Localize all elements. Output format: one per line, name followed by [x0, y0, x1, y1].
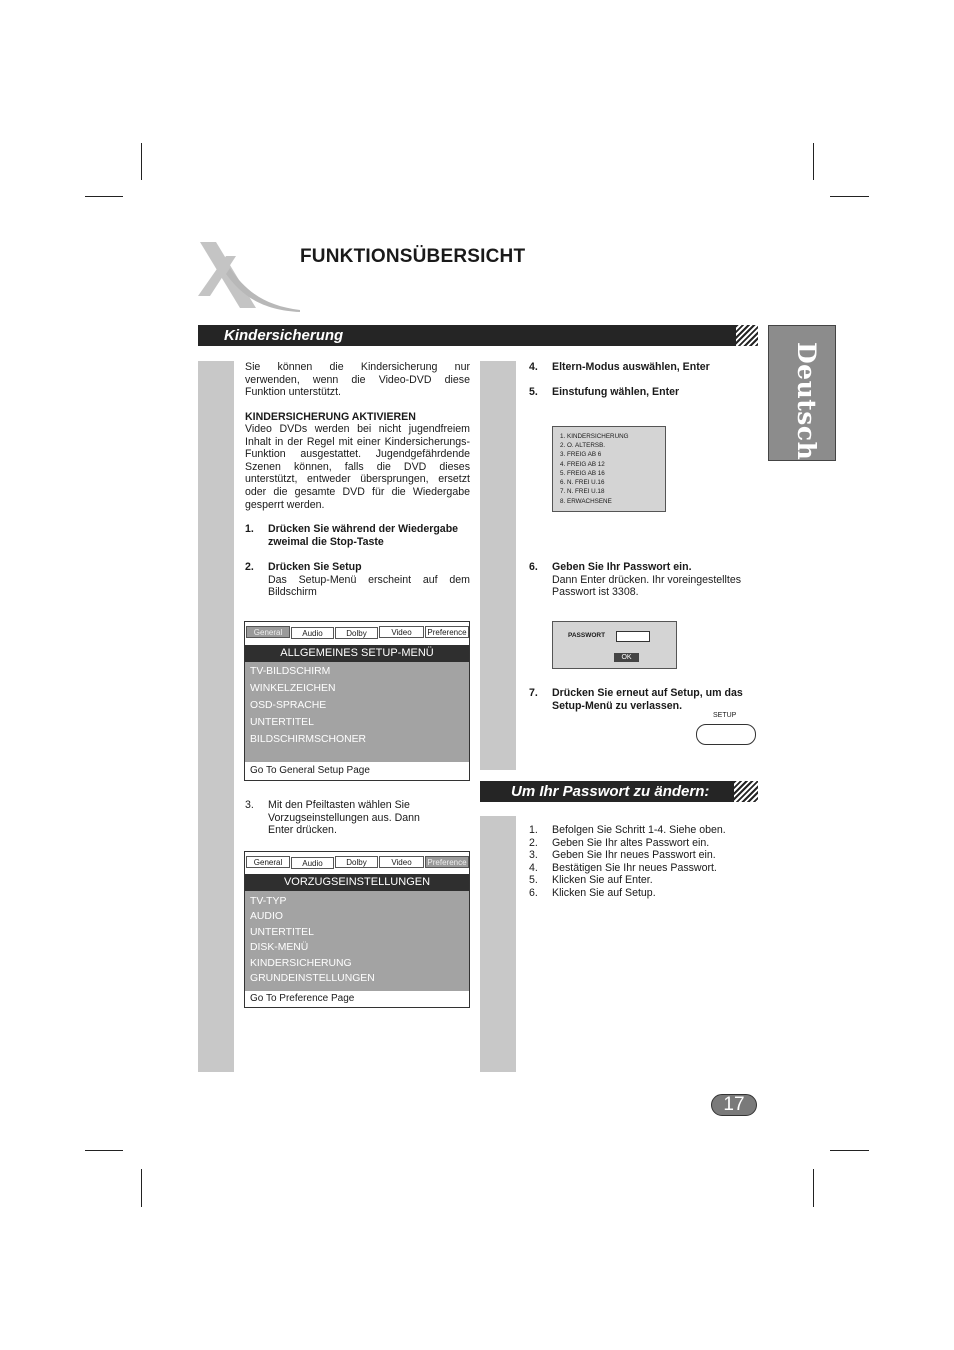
menu-footer: Go To Preference Page — [250, 993, 355, 1004]
step-2: 2. Drücken Sie Setup Das Setup-Menü erscheint auf dem Bildschirm — [245, 561, 470, 599]
step-1: 1. Drücken Sie während der Wiedergabe zweimal die Stop-Taste — [245, 523, 459, 548]
column-bar-left — [198, 361, 234, 1072]
language-tab-label: Deutsch — [792, 342, 821, 461]
brand-logo-icon — [196, 240, 302, 312]
menu-item-bildschirmschoner[interactable]: BILDSCHIRMSCHONER — [250, 734, 367, 745]
list-item: 4. Bestätigen Sie Ihr neues Passwort. — [529, 861, 717, 874]
tab-preference[interactable]: Preference — [425, 626, 469, 638]
column-bar-right-lower — [480, 816, 516, 1072]
tab-general[interactable]: General — [246, 626, 290, 638]
menu-item-osd-sprache[interactable]: OSD-SPRACHE — [250, 700, 327, 711]
rating-option[interactable]: 6. N. FREI U.16 — [560, 479, 605, 486]
tab-audio[interactable]: Audio — [291, 857, 334, 869]
intro-text: Sie können die Kindersicherung nur verwenden, wenn die Video-DVD diese Funktion unterstützt. — [245, 361, 470, 399]
menu-item-tv-typ[interactable]: TV-TYP — [250, 896, 287, 907]
page-title: FUNKTIONSÜBERSICHT — [300, 246, 526, 267]
tab-preference[interactable]: Preference — [425, 856, 469, 868]
rating-option[interactable]: 2. O. ALTERSB. — [560, 442, 606, 449]
menu-item-untertitel[interactable]: UNTERTITEL — [250, 717, 314, 728]
page-number: 17 — [711, 1094, 757, 1116]
activate-heading: KINDERSICHERUNG AKTIVIEREN — [245, 411, 416, 423]
crop-mark — [85, 196, 123, 197]
banner-hatch — [734, 781, 758, 802]
section-heading-password: Um Ihr Passwort zu ändern: — [480, 781, 736, 802]
tab-dolby[interactable]: Dolby — [335, 627, 378, 639]
tab-dolby[interactable]: Dolby — [335, 856, 378, 868]
list-item: 3. Geben Sie Ihr neues Passwort ein. — [529, 849, 716, 862]
menu-header: VORZUGSEINSTELLUNGEN — [245, 874, 469, 891]
rating-option[interactable]: 4. FREIG AB 12 — [560, 461, 605, 468]
column-bar-right — [480, 361, 516, 770]
rating-option[interactable]: 8. ERWACHSENE — [560, 498, 612, 505]
section-heading-kindersicherung: Kindersicherung — [198, 325, 738, 346]
menu-item-winkelzeichen[interactable]: WINKELZEICHEN — [250, 683, 336, 694]
tab-video[interactable]: Video — [379, 856, 424, 868]
password-input[interactable] — [616, 631, 650, 642]
menu-items — [245, 891, 469, 991]
language-tab — [768, 325, 836, 461]
setup-button-label: SETUP — [713, 712, 737, 719]
general-setup-menu — [244, 621, 470, 781]
menu-tabs — [245, 852, 469, 872]
step-4: 4. Eltern-Modus auswählen, Enter — [529, 361, 710, 373]
banner-hatch — [736, 325, 758, 346]
menu-items — [245, 662, 469, 762]
menu-header: ALLGEMEINES SETUP-MENÜ — [245, 645, 469, 662]
rating-option[interactable]: 3. FREIG AB 6 — [560, 451, 602, 458]
crop-mark — [141, 143, 142, 180]
preference-menu — [244, 851, 470, 1008]
step-6: 6. Geben Sie Ihr Passwort ein. Dann Enter drücken. Ihr voreingestelltes Passwort ist 3308. — [529, 561, 742, 599]
menu-footer: Go To General Setup Page — [250, 765, 370, 776]
step-3: 3. Mit den Pfeiltasten wählen Sie Vorzugseinstellungen aus. Dann Enter drücken. — [245, 799, 420, 837]
step-7: 7. Drücken Sie erneut auf Setup, um das Setup-Menü zu verlassen. — [529, 687, 743, 712]
crop-mark — [813, 1169, 814, 1207]
menu-item-kindersicherung[interactable]: KINDERSICHERUNG — [250, 958, 352, 969]
menu-tabs — [245, 622, 469, 642]
menu-item-grundeinstellungen[interactable]: GRUNDEINSTELLUNGEN — [250, 973, 375, 984]
tab-general[interactable]: General — [246, 856, 290, 868]
crop-mark — [141, 1169, 142, 1207]
password-label: PASSWORT — [568, 632, 606, 639]
change-steps — [529, 824, 757, 900]
setup-button-icon[interactable] — [696, 724, 756, 745]
rating-option[interactable]: 1. KINDERSICHERUNG — [560, 433, 629, 440]
rating-option[interactable]: 7. N. FREI U.18 — [560, 488, 605, 495]
list-item: 5. Klicken Sie auf Enter. — [529, 874, 653, 887]
tab-audio[interactable]: Audio — [291, 627, 334, 639]
rating-list-screen — [552, 426, 666, 512]
menu-item-tv-bildschirm[interactable]: TV-BILDSCHIRM — [250, 666, 331, 677]
menu-item-disk-menu[interactable]: DISK-MENÜ — [250, 942, 309, 953]
list-item: 6. Klicken Sie auf Setup. — [529, 886, 656, 899]
list-item: 1. Befolgen Sie Schritt 1-4. Siehe oben. — [529, 824, 726, 836]
crop-mark — [85, 1150, 123, 1151]
ok-button[interactable]: OK — [614, 653, 639, 662]
crop-mark — [830, 1150, 869, 1151]
password-screen — [552, 621, 677, 669]
menu-item-untertitel[interactable]: UNTERTITEL — [250, 927, 314, 938]
menu-item-audio[interactable]: AUDIO — [250, 911, 283, 922]
step-5: 5. Einstufung wählen, Enter — [529, 386, 680, 398]
rating-option[interactable]: 5. FREIG AB 16 — [560, 470, 605, 477]
activate-text: Video DVDs werden bei nicht jugendfreiem Inhalt in der Regel mit einer Kindersicherungs-Funktion ausgestattet. Jugendgefährdende Szenen können, falls die DVD dieses unterstützt, entweder übersprungen, ersetzt oder die gesamte DVD für die Wiedergabe gesperrt werden. — [245, 423, 470, 511]
list-item: 2. Geben Sie Ihr altes Passwort ein. — [529, 836, 710, 849]
crop-mark — [830, 196, 869, 197]
tab-video[interactable]: Video — [379, 626, 424, 638]
crop-mark — [813, 143, 814, 180]
